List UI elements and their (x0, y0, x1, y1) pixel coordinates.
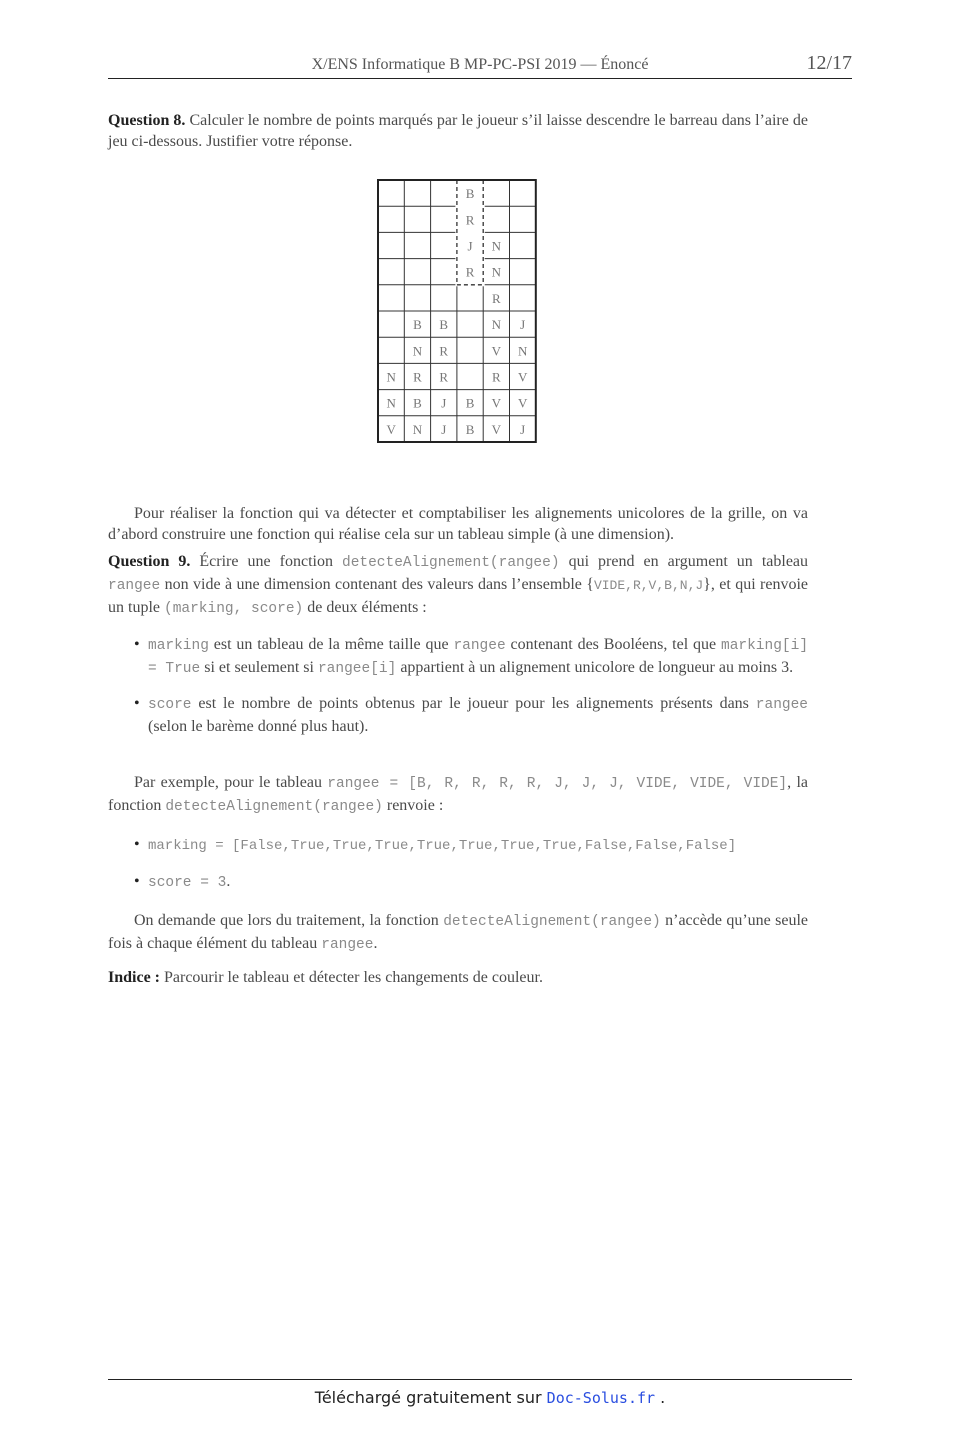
list-item (108, 834, 868, 857)
bullet-icon: • (134, 695, 140, 712)
hint-paragraph (108, 967, 808, 988)
value-set: VIDE,R,V,B,N,J (593, 578, 704, 593)
question-8-text: Calculer le nombre de points marqués par le joueur s’il laisse descendre le barreau dans l’aire de jeu ci-dessous. Justifier votre réponse. (108, 112, 808, 150)
grid-cell-label: J (520, 317, 526, 333)
grid-cell-label: R (413, 369, 422, 385)
return-spec-list (108, 634, 868, 737)
text: contenant des Booléens, tel que (510, 636, 717, 653)
grid-cell-label: J (441, 421, 447, 437)
doc-solus-link[interactable]: Doc-Solus.fr (546, 1389, 656, 1407)
code: score (148, 697, 192, 713)
page-header (108, 52, 852, 79)
tuple-code: (marking, score) (164, 601, 304, 617)
grid-cell-label: V (491, 421, 502, 437)
header-title: X/ENS Informatique B MP-PC-PSI 2019 — Énoncé (311, 56, 649, 73)
grid-cell-label: N (386, 369, 396, 385)
code: marking (148, 638, 209, 654)
grid-cell-label: N (491, 264, 502, 280)
footer-divider (108, 1379, 852, 1380)
grid-cell-label: N (386, 395, 396, 411)
text: n’accède qu’une seule fois à chaque élément du tableau (108, 912, 809, 952)
grid-cell-label: V (491, 343, 502, 359)
text: , la fonction (108, 774, 809, 814)
footer (0, 1388, 980, 1407)
grid-cell-label: R (439, 343, 449, 359)
code: rangee = [B, R, R, R, R, J, J, J, VIDE, VIDE, VIDE] (327, 776, 788, 792)
rangee-code: rangee (108, 578, 161, 594)
text: renvoie : (386, 797, 444, 814)
grid-cell-label: V (517, 395, 528, 411)
text: (selon le barème donné plus haut). (148, 718, 369, 735)
grid-cell-label: B (465, 395, 475, 411)
footer-end: . (660, 1388, 666, 1407)
question-8-label: Question 8. (108, 112, 186, 129)
text: On demande que lors du traitement, la fonction (134, 912, 439, 929)
marking-code: marking = [False,True,True,True,True,True,True,True,False,False,False] (148, 838, 737, 854)
text: appartient à un alignement unicolore de longueur au moins 3. (400, 659, 794, 676)
grid-cell-label: N (412, 421, 423, 437)
code: marking[i] = True (148, 638, 809, 677)
list-item (108, 871, 808, 894)
text: Par exemple, pour le tableau (134, 774, 322, 791)
hint-label: Indice : (108, 969, 160, 986)
text: . (226, 873, 231, 890)
page-number: 12/17 (806, 52, 852, 74)
question-9-text-4: }, et qui renvoie un tuple (108, 576, 809, 616)
text: . (373, 935, 378, 952)
question-9-label: Question 9. (108, 553, 191, 570)
grid-cell-label: B (465, 421, 475, 437)
intro-paragraph: Pour réaliser la fonction qui va détecter et comptabiliser les alignements unicolores de la grille, on va d’abord construire une fonction qui réalise cela sur un tableau simple (à une dimension). (108, 505, 808, 543)
hint-text: Parcourir le tableau et détecter les changements de couleur. (164, 969, 543, 986)
grid-cell-label: J (467, 238, 473, 254)
question-8 (108, 110, 808, 152)
game-grid (377, 179, 537, 443)
game-grid-svg (377, 179, 537, 443)
code: rangee (321, 937, 374, 953)
grid-cell-label: B (413, 317, 422, 333)
question-9-text-1: Écrire une fonction (199, 553, 333, 570)
grid-cell-label: R (492, 290, 501, 306)
score-code: score = 3 (148, 875, 227, 891)
text: est le nombre de points obtenus par le joueur pour les alignements présents dans (198, 695, 749, 712)
list-item (108, 634, 808, 680)
grid-cell-label: R (492, 369, 501, 385)
footer-text: Téléchargé gratuitement sur (314, 1388, 542, 1407)
bullet-icon: • (134, 873, 140, 890)
text: est un tableau de la même taille que (213, 636, 449, 653)
grid-cell-label: J (520, 421, 526, 437)
code: rangee (453, 638, 506, 654)
code: rangee (755, 697, 809, 713)
grid-cell-label: N (491, 317, 502, 333)
grid-cell-label: N (412, 343, 423, 359)
grid-cell-label: J (441, 395, 447, 411)
grid-cell-label: R (465, 264, 475, 280)
function-name: detecteAlignement(rangee) (342, 555, 560, 571)
list-item (108, 693, 808, 737)
grid-cell-label: V (491, 395, 502, 411)
grid-cell-label: V (386, 421, 396, 437)
code: rangee[i] (317, 661, 397, 677)
grid-cell-label: N (491, 238, 502, 254)
question-9-text-2: qui prend en argument un tableau (568, 553, 809, 570)
grid-cell-label: N (517, 343, 528, 359)
example-paragraph (108, 772, 808, 818)
code: detecteAlignement(rangee) (443, 914, 661, 930)
bullet-icon: • (134, 636, 140, 653)
bullet-icon: • (134, 836, 140, 853)
closing-paragraph (108, 910, 808, 956)
grid-cell-label: B (413, 395, 422, 411)
grid-cell-label: V (517, 369, 528, 385)
question-9-text-3: non vide à une dimension contenant des valeurs dans l’ensemble { (164, 576, 594, 593)
grid-cell-label: R (465, 212, 475, 228)
text: si et seulement si (204, 659, 314, 676)
code: detecteAlignement(rangee) (165, 799, 383, 815)
question-9-text-5: de deux éléments : (307, 599, 427, 616)
grid-cell-label: B (465, 186, 475, 202)
question-9 (108, 551, 808, 620)
grid-cell-label: B (439, 317, 449, 333)
example-output-list (108, 834, 868, 894)
grid-cell-label: R (439, 369, 449, 385)
